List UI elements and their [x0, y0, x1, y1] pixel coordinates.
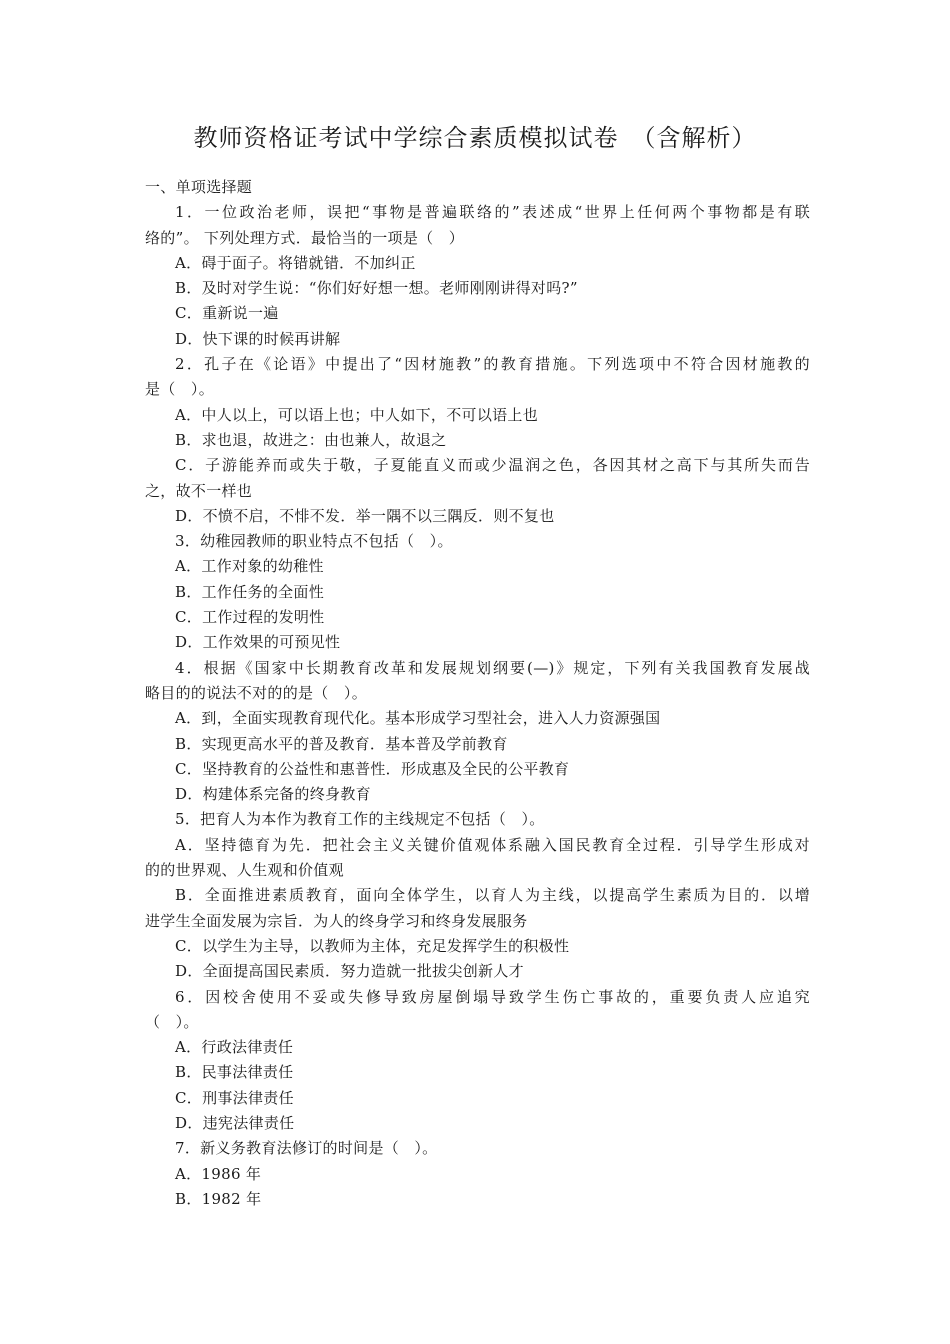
text-line: 1．一位政治老师，误把“事物是普遍联络的”表述成“世界上任何两个事物都是有联 — [175, 203, 810, 222]
text-line: C．子游能养而或失于敬，子夏能直义而或少温润之色，各因其材之高下与其所失而告 — [175, 456, 810, 475]
text-line: C．工作过程的发明性 — [175, 608, 325, 627]
text-line: D．构建体系完备的终身教育 — [175, 785, 371, 804]
text-line: B．全面推进素质教育，面向全体学生，以育人为主线，以提高学生素质为目的．以增 — [175, 886, 810, 905]
text-line: D．不愤不启，不悱不发．举一隅不以三隅反．则不复也 — [175, 506, 555, 525]
document-title: 教师资格证考试中学综合素质模拟试卷 （含解析） — [193, 124, 757, 152]
text-line: A．1986 年 — [175, 1164, 262, 1183]
text-line: 进学生全面发展为宗旨．为人的终身学习和终身发展服务 — [145, 911, 528, 930]
text-line: A．中人以上，可以语上也；中人如下，不可以语上也 — [175, 405, 539, 424]
text-line: C．以学生为主导，以教师为主体，充足发挥学生的积极性 — [175, 936, 570, 955]
text-line: 的的世界观、人生观和价值观 — [145, 861, 344, 880]
text-line: B．求也退，故进之：由也兼人，故退之 — [175, 430, 447, 449]
text-line: C．重新说一遍 — [175, 304, 279, 323]
text-line: 6．因校舍使用不妥或失修导致房屋倒塌导致学生伤亡事故的，重要负责人应追究 — [175, 987, 810, 1006]
section-heading: 一、单项选择题 — [145, 178, 253, 196]
text-line: D．快下课的时候再讲解 — [175, 329, 341, 348]
text-line: A．到，全面实现教育现代化。基本形成学习型社会，进入人力资源强国 — [175, 709, 661, 728]
text-line: C．刑事法律责任 — [175, 1088, 294, 1107]
text-line: 4．根据《国家中长期教育改革和发展规划纲要(—)》规定，下列有关我国教育发展战 — [175, 658, 810, 677]
document-body — [145, 175, 810, 1212]
text-line: 7．新义务教育法修订的时间是（ ）。 — [175, 1139, 438, 1158]
text-line: B．工作任务的全面性 — [175, 582, 325, 601]
text-line: C．坚持教育的公益性和惠普性．形成惠及全民的公平教育 — [175, 759, 570, 778]
text-line: A．碍于面子。将错就错．不加纠正 — [175, 253, 416, 272]
text-line: 2．孔子在《论语》中提出了“因材施教”的教育措施。下列选项中不符合因材施教的 — [175, 355, 810, 374]
text-line: （ ）。 — [145, 1012, 199, 1031]
text-line: B．实现更高水平的普及教育．基本普及学前教育 — [175, 734, 508, 753]
text-line: D．工作效果的可预见性 — [175, 633, 341, 652]
text-line: A．工作对象的幼稚性 — [175, 557, 324, 576]
text-line: 3．幼稚园教师的职业特点不包括（ ）。 — [175, 532, 453, 551]
text-line: A．坚持德育为先．把社会主义关键价值观体系融入国民教育全过程．引导学生形成对 — [175, 835, 810, 854]
text-line: 络的”。 下列处理方式．最恰当的一项是（ ） — [145, 228, 465, 247]
text-line: 之，故不一样也 — [145, 481, 253, 500]
text-line: D．违宪法律责任 — [175, 1113, 295, 1132]
text-line: D．全面提高国民素质．努力造就一批拔尖创新人才 — [175, 962, 524, 981]
text-line: A．行政法律责任 — [175, 1038, 294, 1057]
text-line: 是（ ）。 — [145, 380, 215, 399]
text-line: B．及时对学生说：“你们好好想一想。老师刚刚讲得对吗?” — [175, 279, 578, 298]
text-line: B．民事法律责任 — [175, 1063, 294, 1082]
text-line: 5．把育人为本作为教育工作的主线规定不包括（ ）。 — [175, 810, 545, 829]
text-line: B．1982 年 — [175, 1189, 262, 1208]
text-line: 略目的的说法不对的的是（ ）。 — [145, 683, 368, 702]
